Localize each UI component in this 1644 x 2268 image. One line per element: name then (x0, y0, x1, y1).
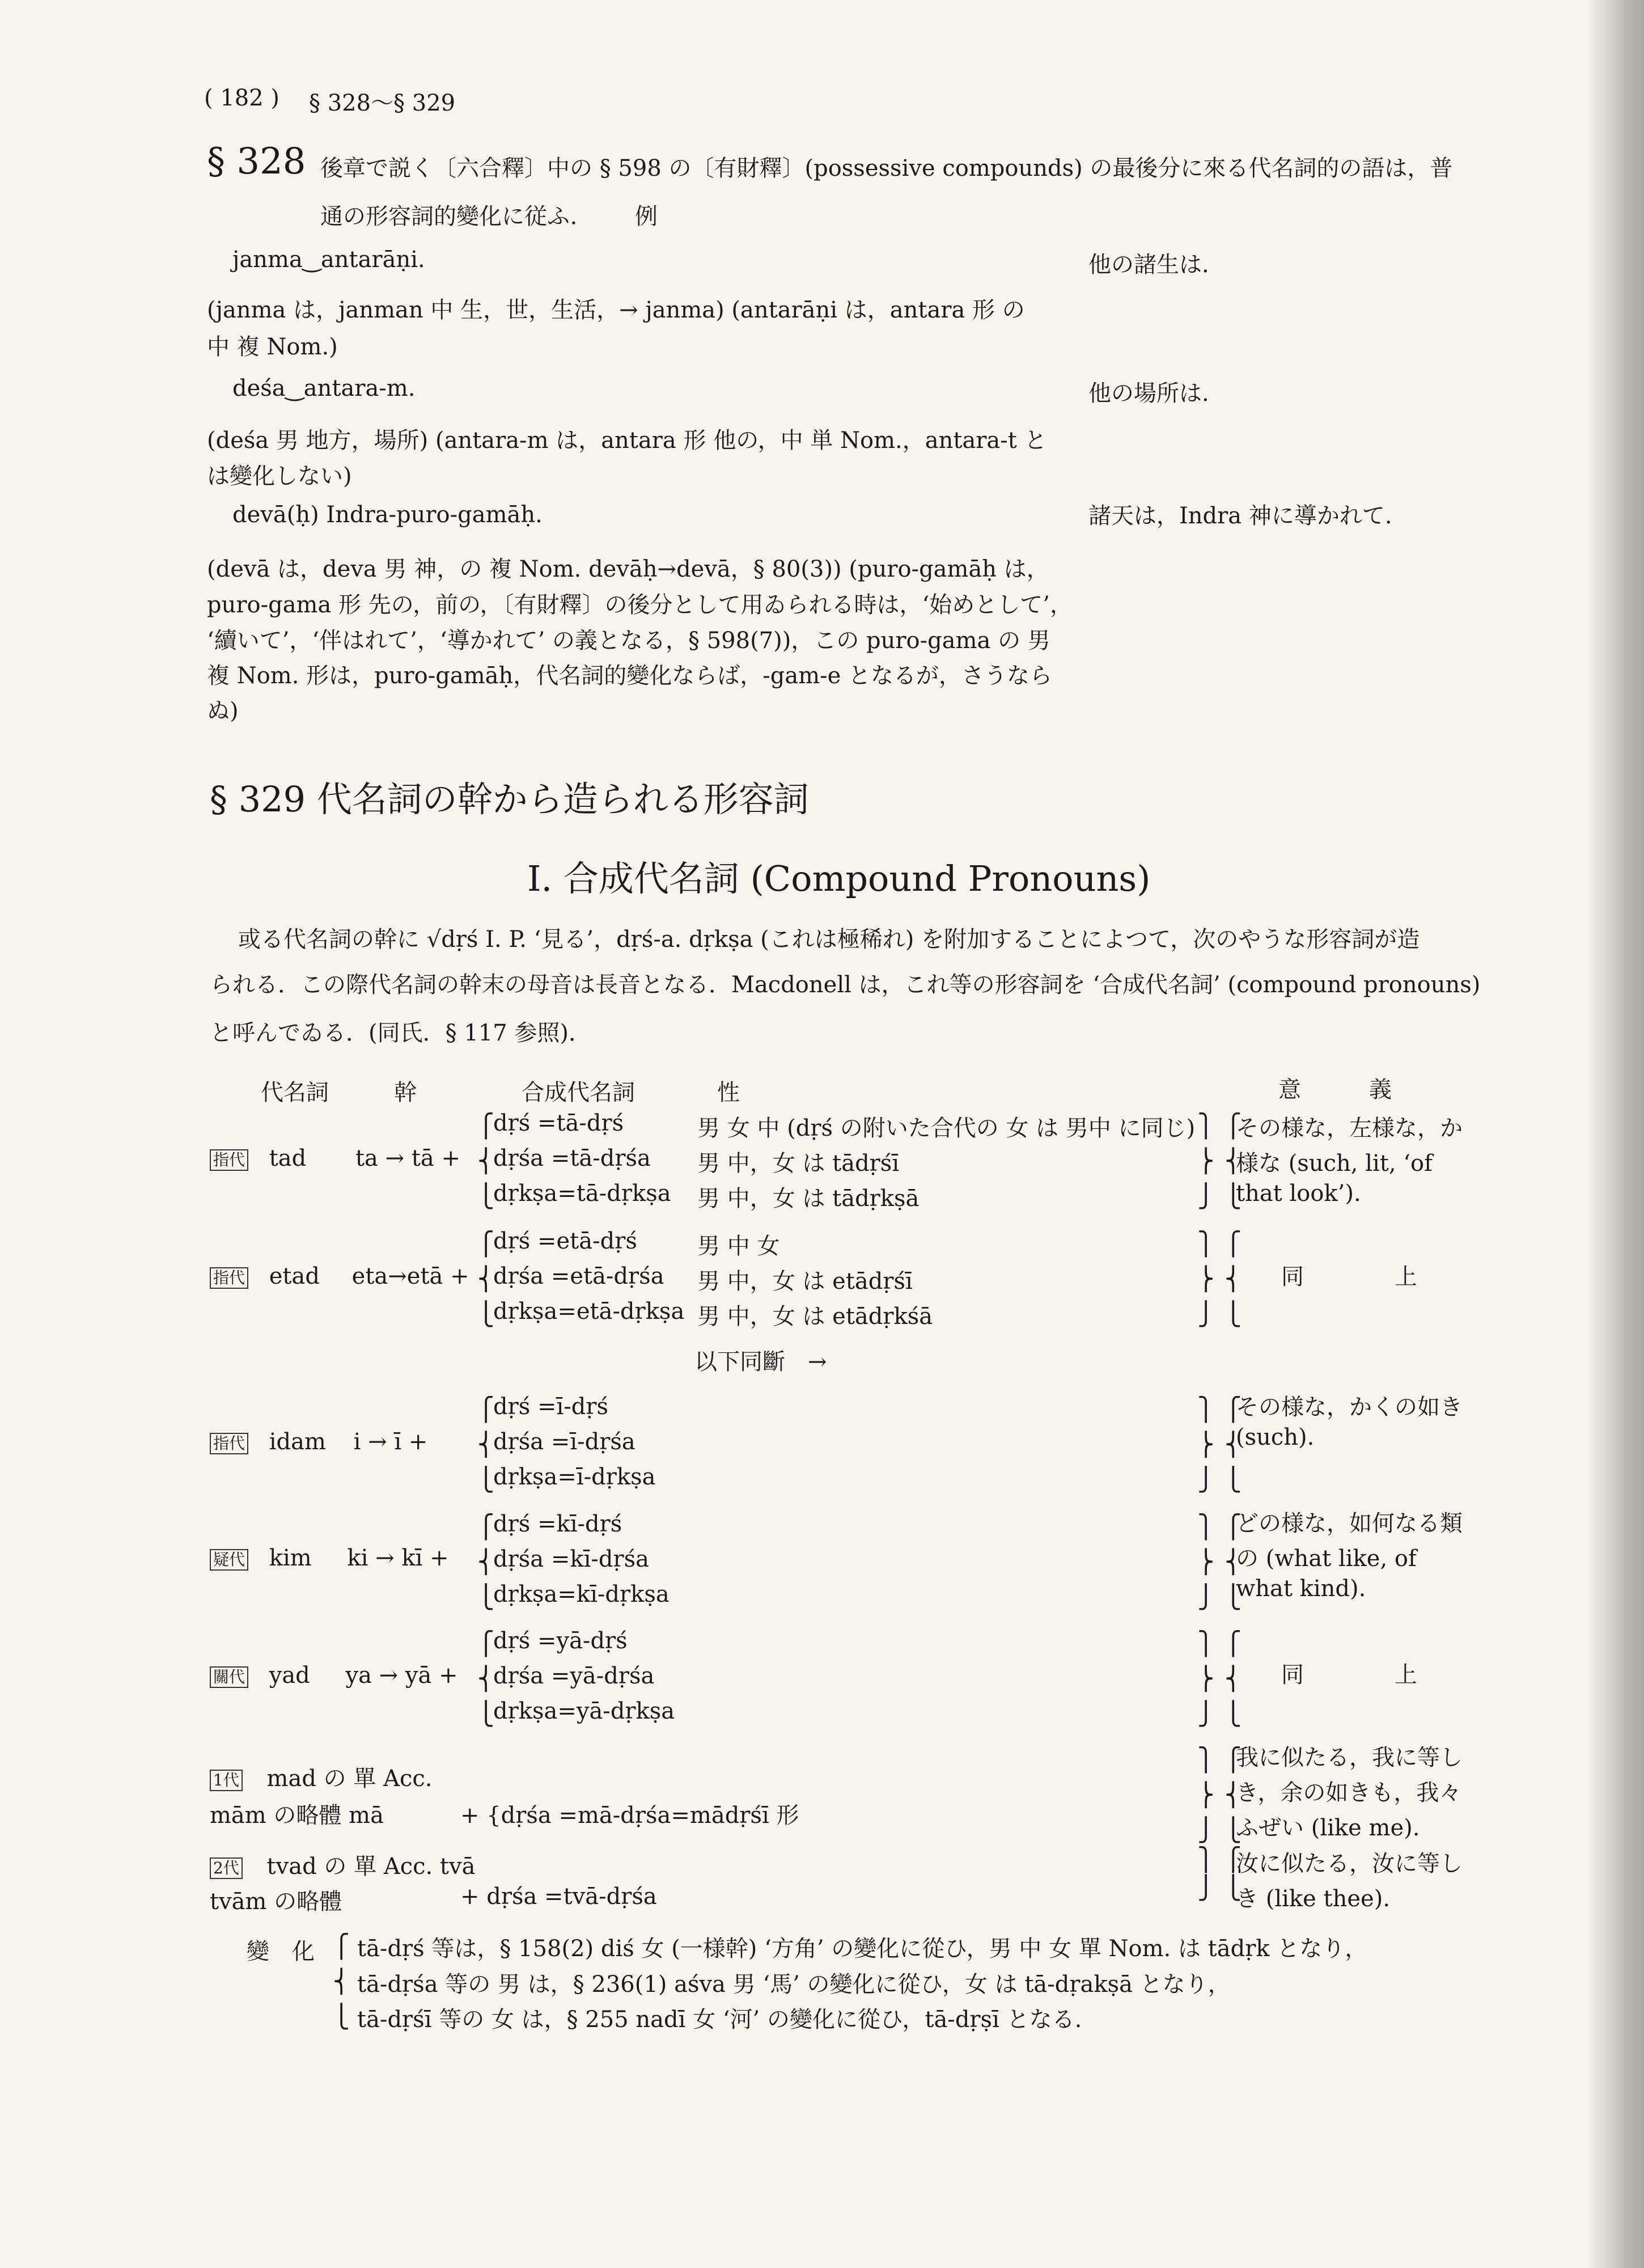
s329-paragraph-line1: 或る代名詞の幹に √dṛś I. P. ‘見る’，dṛś-a. dṛkṣa (これは極稀れ) を附加することによつて，次のやうな形容詞が造 (238, 926, 1420, 953)
meaning-tad-2: 様な (such, lit, ‘of (1236, 1150, 1433, 1177)
below-same-note: 以下同斷 → (694, 1349, 827, 1375)
meaning-tvad-1: 汝に似たる，汝に等し (1236, 1851, 1463, 1877)
example-1-translation: 他の諸生は. (1088, 252, 1209, 278)
gender-tad-3: 男 中，女 は tādṛkṣā (697, 1186, 920, 1212)
compound-yad-1: dṛś =yā-dṛś (493, 1628, 628, 1654)
right-brace-etad: ⎫ ⎧ ⎬ ⎨ ⎭ ⎩ (1199, 1231, 1240, 1327)
tag-demonstrative: 指代 (210, 1433, 248, 1454)
example-2-translation: 他の場所は. (1088, 380, 1209, 407)
column-header-compound: 合成代名詞 (522, 1080, 635, 1106)
example-1-note-line1: (janma は，janman 中 生，世，生活，→ janma) (antarāṇi は，antara 形 の (207, 297, 1025, 323)
stem-idam: i → ī + (353, 1429, 428, 1455)
gender-etad-3: 男 中，女 は etādṛkśā (697, 1304, 933, 1330)
meaning-tvad-2: き (like thee). (1236, 1886, 1391, 1912)
row-kim (210, 1545, 449, 1571)
example-3-translation: 諸天は，Indra 神に導かれて. (1088, 503, 1392, 529)
gender-tad-1: 男 女 中 (dṛś の附いた合代の 女 は 男中 に同じ) (697, 1115, 1196, 1141)
example-1-note-line2: 中 複 Nom.) (207, 334, 338, 360)
compound-tad-3: dṛkṣa=tā-dṛkṣa (493, 1180, 671, 1207)
right-brace-idam: ⎫ ⎧ ⎬ ⎨ ⎭ ⎩ (1199, 1397, 1240, 1493)
tvad-accusative: tvad の 單 Acc. tvā (266, 1854, 476, 1880)
left-brace-tad: ⎧ ⎨ ⎩ (479, 1113, 493, 1209)
row-yad (210, 1662, 458, 1689)
right-brace-mad: ⎫ ⎧ ⎬ ⎨ ⎭ ⎩ (1199, 1747, 1240, 1843)
stem-yad: ya → yā + (345, 1662, 458, 1689)
example-3-note-line3: ‘續いて’，‘伴はれて’，‘導かれて’ の義となる，§ 598(7))，この puro-gama の 男 (207, 628, 1050, 654)
section-range: § 328〜§ 329 (309, 90, 456, 116)
compound-kim-2: dṛśa =kī-dṛśa (493, 1546, 649, 1572)
compound-idam-2: dṛśa =ī-dṛśa (493, 1429, 635, 1455)
example-3-note-line2: puro-gama 形 先の，前の，〔有財釋〕の後分として用ゐられる時は，‘始めとして’， (207, 592, 1073, 618)
meaning-mad-3: ふぜい (like me). (1236, 1815, 1420, 1841)
example-3-note-line4: 複 Nom. 形は，puro-gamāḥ，代名詞的變化ならば，-gam-e となるが，さうなら (207, 663, 1053, 689)
pronoun-tad: tad (269, 1145, 307, 1171)
mad-accusative: mad の 單 Acc. (266, 1766, 433, 1792)
section-328-number: § 328 (207, 141, 306, 183)
compound-yad-3: dṛkṣa=yā-dṛkṣa (493, 1698, 675, 1724)
compound-etad-1: dṛś =etā-dṛś (493, 1228, 637, 1254)
mad-short-form: mām の略體 mā (210, 1802, 384, 1829)
left-brace-kim: ⎧ ⎨ ⎩ (479, 1514, 493, 1610)
meaning-mad-2: き，余の如きも，我々 (1236, 1780, 1462, 1806)
tag-demonstrative: 指代 (210, 1149, 248, 1171)
meaning-tad-1: その様な，左様な，か (1236, 1115, 1463, 1141)
compound-etad-3: dṛkṣa=etā-dṛkṣa (493, 1298, 685, 1325)
column-header-gender: 性 (717, 1080, 740, 1106)
s329-paragraph-line3: と呼んでゐる．(同氏．§ 117 参照)． (210, 1020, 591, 1046)
section-329-subheading: I. 合成代名詞 (Compound Pronouns) (527, 858, 1151, 899)
meaning-kim-2: の (what like, of (1236, 1546, 1417, 1572)
compound-tad-2: dṛśa =tā-dṛśa (493, 1145, 651, 1171)
change-label: 變 化 (247, 1939, 315, 1965)
change-brace: ⎧ ⎨ ⎩ (334, 1933, 349, 2030)
tvad-short-form: tvām の略體 (210, 1889, 342, 1915)
pronoun-idam: idam (269, 1429, 326, 1455)
meaning-kim-1: どの様な，如何なる類 (1236, 1510, 1463, 1537)
s328-intro-line1: 後章で説く〔六合釋〕中の § 598 の〔有財釋〕(possessive compounds) の最後分に來る代名詞的の語は，普 (320, 155, 1453, 181)
compound-tad-1: dṛś =tā-dṛś (493, 1110, 624, 1136)
change-line3: tā-dṛśī 等の 女 は，§ 255 nadī 女 ‘河’ の變化に從ひ，tā-dṛṣī となる. (357, 2007, 1082, 2033)
right-brace-tad: ⎫ ⎧ ⎬ ⎨ ⎭ ⎩ (1199, 1113, 1240, 1209)
row-idam (210, 1429, 427, 1455)
left-brace-idam: ⎧ ⎨ ⎩ (479, 1397, 493, 1493)
right-brace-tvad: ⎫ ⎧ ⎭ ⎩ (1199, 1847, 1240, 1901)
meaning-etad: 同 上 (1281, 1264, 1417, 1290)
meaning-idam-2: (such). (1236, 1424, 1315, 1450)
section-329-heading: § 329 代名詞の幹から造られる形容詞 (210, 778, 809, 820)
tag-relative: 關代 (210, 1666, 248, 1688)
tag-interrogative: 疑代 (210, 1549, 248, 1571)
meaning-yad: 同 上 (1281, 1662, 1417, 1688)
example-1: janma‿antarāṇi. (232, 247, 425, 273)
example-2: deśa‿antara-m. (232, 375, 416, 401)
compound-idam-1: dṛś =ī-dṛś (493, 1394, 609, 1420)
page-number: ( 182 ) (204, 85, 279, 111)
meaning-mad-1: 我に似たる，我に等し (1236, 1745, 1463, 1771)
column-header-stem: 幹 (394, 1080, 417, 1106)
row-mad-line1 (210, 1761, 432, 1793)
compound-kim-1: dṛś =kī-dṛś (493, 1511, 622, 1537)
gender-tad-2: 男 中，女 は tādṛśī (697, 1150, 900, 1177)
gender-etad-1: 男 中 女 (697, 1233, 780, 1259)
right-brace-yad: ⎫ ⎧ ⎬ ⎨ ⎭ ⎩ (1199, 1631, 1240, 1727)
compound-yad-2: dṛśa =yā-dṛśa (493, 1663, 655, 1689)
meaning-idam-1: その様な，かくの如き (1236, 1394, 1463, 1420)
stem-kim: ki → kī + (347, 1545, 449, 1571)
column-header-pronoun: 代名詞 (261, 1080, 329, 1106)
example-3-note-line5: ぬ) (207, 698, 239, 724)
pronoun-etad: etad (269, 1263, 320, 1289)
compound-kim-3: dṛkṣa=kī-dṛkṣa (493, 1581, 670, 1607)
example-3-note-line1: (devā は，deva 男 神，の 複 Nom. devāḥ→devā，§ 80(3)) (puro-gamāḥ は， (207, 556, 1049, 582)
s328-intro-line2: 通の形容詞的變化に従ふ． (320, 204, 593, 230)
example-label: 例 (635, 204, 658, 230)
meaning-tad-3: that look’). (1236, 1180, 1361, 1207)
compound-idam-3: dṛkṣa=ī-dṛkṣa (493, 1464, 656, 1490)
column-header-meaning: 意 義 (1278, 1077, 1392, 1103)
stem-tad: ta → tā + (355, 1145, 461, 1171)
example-2-note-line2: は變化しない) (207, 463, 352, 489)
left-brace-yad: ⎧ ⎨ ⎩ (479, 1631, 493, 1727)
gender-etad-2: 男 中，女 は etādṛśī (697, 1268, 913, 1294)
meaning-kim-3: what kind). (1236, 1576, 1366, 1602)
tag-first-person: 1代 (210, 1770, 243, 1791)
tag-second-person: 2代 (210, 1857, 243, 1879)
row-tvad-line1 (210, 1848, 475, 1881)
tag-demonstrative: 指代 (210, 1267, 248, 1289)
stem-etad: eta→etā + (351, 1263, 469, 1289)
row-tad (210, 1145, 460, 1171)
example-2-note-line1: (deśa 男 地方，場所) (antara-m は，antara 形 他の，中 単 Nom.，antara-t と (207, 428, 1047, 454)
example-3: devā(ḥ) Indra-puro-gamāḥ. (232, 502, 543, 528)
right-brace-kim: ⎫ ⎧ ⎬ ⎨ ⎭ ⎩ (1199, 1514, 1240, 1610)
change-line1: tā-dṛś 等は，§ 158(2) diś 女 (一様幹) ‘方角’ の變化に從ひ，男 中 女 單 Nom. は tādṛk となり， (357, 1936, 1368, 1962)
left-brace-etad: ⎧ ⎨ ⎩ (479, 1231, 493, 1327)
s329-paragraph-line2: られる．この際代名詞の幹末の母音は長音となる．Macdonell は，これ等の形容詞を ‘合成代名詞’ (compound pronouns) (210, 972, 1481, 998)
mad-formula: + {dṛśa =mā-dṛśa=mādṛśī 形 (460, 1802, 799, 1829)
row-etad (210, 1263, 469, 1289)
change-line2: tā-dṛśa 等の 男 は，§ 236(1) aśva 男 ‘馬’ の變化に從ひ，女 は tā-dṛakṣā となり， (357, 1971, 1231, 1998)
tvad-formula: + dṛśa =tvā-dṛśa (460, 1884, 657, 1910)
pronoun-yad: yad (269, 1662, 310, 1689)
compound-etad-2: dṛśa =etā-dṛśa (493, 1263, 664, 1289)
scanned-page-edge (1587, 0, 1644, 2268)
pronoun-kim: kim (269, 1545, 312, 1571)
